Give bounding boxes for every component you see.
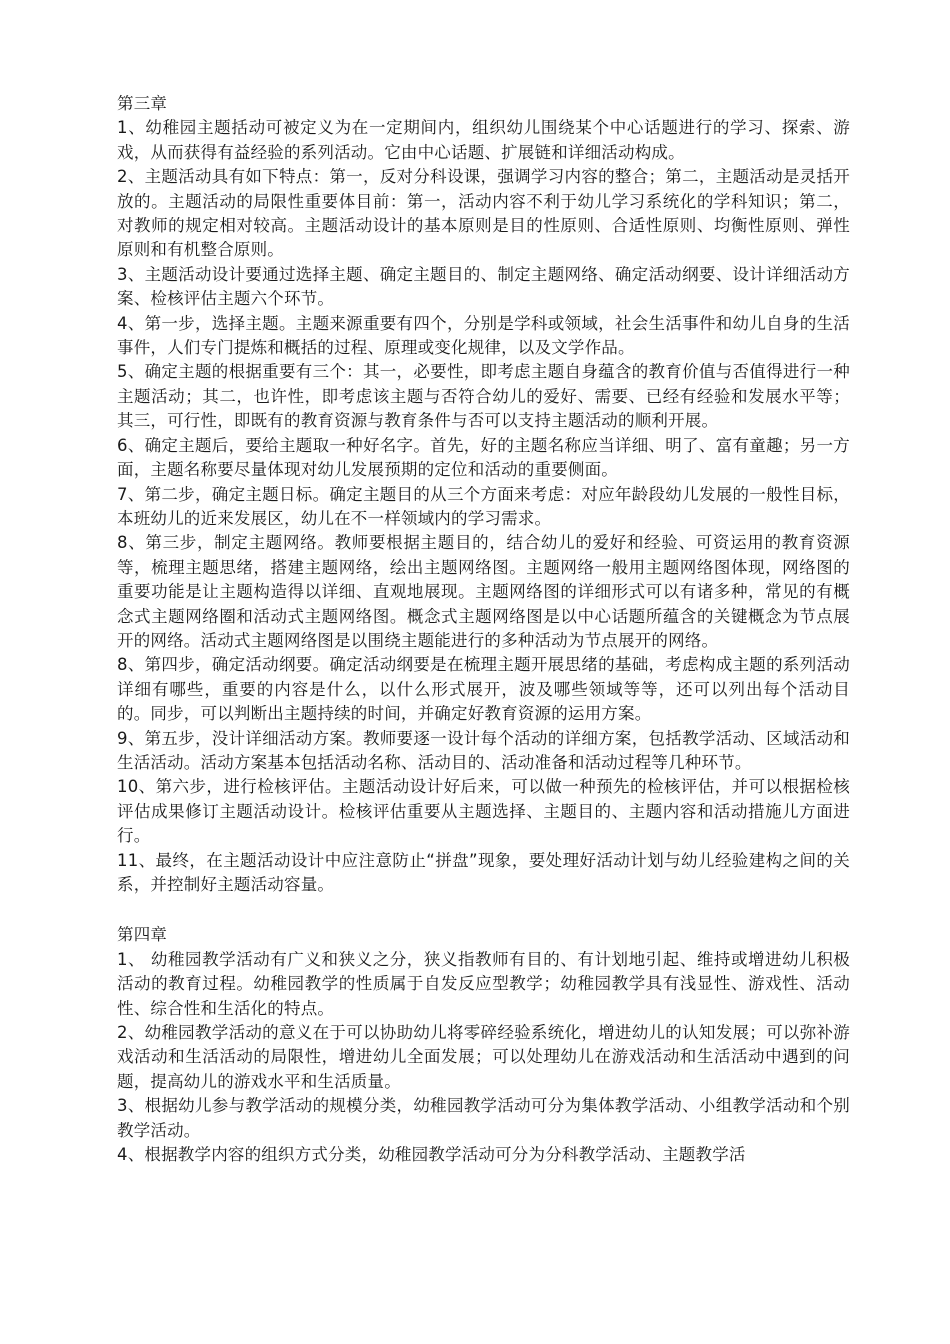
document-page	[117, 92, 850, 1167]
chapter-3-paragraph-9: 8、第四步，确定活动纲要。确定活动纲要是在梳理主题开展思绪的基础，考虑构成主题的系列活动详细有哪些，重要的内容是什么，以什么形式展开，波及哪些领域等等，还可以列出每个活动目的。同步，可以判断出主题持续的时间，并确定好教育资源的运用方案。	[117, 655, 850, 724]
chapter-3-paragraph-2: 2、主题活动具有如下特点：第一，反对分科设课，强调学习内容的整合；第二，主题活动是灵括开放的。主题活动的局限性重要体目前：第一，活动内容不利于幼儿学习系统化的学科知识；第二，对教师的规定相对较高。主题活动设计的基本原则是目的性原则、合适性原则、均衡性原则、弹性原则和有机整合原则。	[117, 167, 850, 260]
chapter-3-paragraph-11: 10、第六步，进行检核评估。主题活动设计好后来，可以做一种预先的检核评估，并可以根据检核评估成果修订主题活动设计。检核评估重要从主题选择、主题目的、主题内容和活动措施儿方面进行。	[117, 777, 850, 846]
chapter-3-paragraph-8: 8、第三步，制定主题网络。教师要根据主题目的，结合幼儿的爱好和经验、可资运用的教育资源等，梳理主题思绪，搭建主题网络，绘出主题网络图。主题网络一般用主题网络图体现，网络图的重要功能是让主题构造得以详细、直观地展现。主题网络图的详细形式可以有诸多种，常见的有概念式主题网络圈和活动式主题网络图。概念式主题网络图是以中心话题所蕴含的关键概念为节点展开的网络。活动式主题网络图是以围绕主题能进行的多种活动为节点展开的网络。	[117, 533, 850, 650]
chapter-3-title: 第三章	[117, 94, 168, 113]
chapter-3-paragraph-5: 5、确定主题的根据重要有三个：其一，必要性，即考虑主题自身蕴含的教育价值与否值得进行一种主题活动；其二，也许性，即考虑该主题与否符合幼儿的爱好、需要、已经有经验和发展水平等；其三，可行性，即既有的教育资源与教育条件与否可以支持主题活动的顺利开展。	[117, 362, 850, 431]
chapter-3-paragraph-6: 6、确定主题后，要给主题取一种好名字。首先，好的主题名称应当详细、明了、富有童趣；另一方面，主题名称要尽量体现对幼儿发展预期的定位和活动的重要侧面。	[117, 435, 850, 480]
chapter-4-paragraph-1: 1、 幼稚园教学活动有广义和狭义之分，狭义指教师有目的、有计划地引起、维持或增进幼儿积极活动的教育过程。幼稚园教学的性质属于自发反应型教学；幼稚园教学具有浅显性、游戏性、活动性、综合性和生活化的特点。	[117, 949, 850, 1018]
chapter-4-paragraph-3: 3、根据幼儿参与教学活动的规模分类，幼稚园教学活动可分为集体教学活动、小组教学活动和个别教学活动。	[117, 1096, 850, 1140]
chapter-3-paragraph-12: 11、最终，在主题活动设计中应注意防止“拼盘”现象，要处理好活动计划与幼儿经验建构之间的关系，并控制好主题活动容量。	[117, 850, 850, 894]
section-spacer	[117, 897, 850, 923]
chapter-3-paragraph-1: 1、幼稚园主题括动可被定义为在一定期间内，组织幼儿围绕某个中心话题进行的学习、探索、游戏，从而获得有益经验的系列活动。它由中心话题、扩展链和详细活动构成。	[117, 118, 850, 162]
chapter-3-paragraph-7: 7、第二步，确定主题日标。确定主题目的从三个方面来考虑：对应年龄段幼儿发展的一般性目标，本班幼儿的近来发展区，幼儿在不一样领域内的学习需求。	[117, 484, 850, 528]
chapter-4-title: 第四章	[117, 925, 168, 945]
chapter-3-paragraph-10: 9、第五步，没计详细活动方案。教师要逐一设计每个活动的详细方案，包括教学活动、区域活动和生活活动。活动方案基本包括活动名称、活动目的、活动准备和活动过程等几种环节。	[117, 728, 850, 772]
chapter-4-paragraph-2: 2、幼稚园教学活动的意义在于可以协助幼儿将零碎经验系统化，增进幼儿的认知发展；可以弥补游戏活动和生活活动的局限性，增进幼儿全面发展；可以处理幼儿在游戏活动和生活活动中遇到的问题，提高幼儿的游戏水平和生活质量。	[117, 1023, 850, 1091]
chapter-3-paragraph-4: 4、第一步，选择主题。主题来源重要有四个，分别是学科或领域，社会生活事件和幼儿自身的生活事件，人们专门提炼和概括的过程、原理或变化规律，以及文学作品。	[117, 313, 850, 358]
chapter-3-paragraph-3: 3、主题活动设计要通过选择主题、确定主题目的、制定主题网络、确定活动纲要、设计详细活动方案、检核评估主题六个环节。	[117, 264, 850, 309]
chapter-4-paragraph-4: 4、根据教学内容的组织方式分类，幼稚园教学活动可分为分科教学活动、主题教学活	[117, 1145, 746, 1165]
